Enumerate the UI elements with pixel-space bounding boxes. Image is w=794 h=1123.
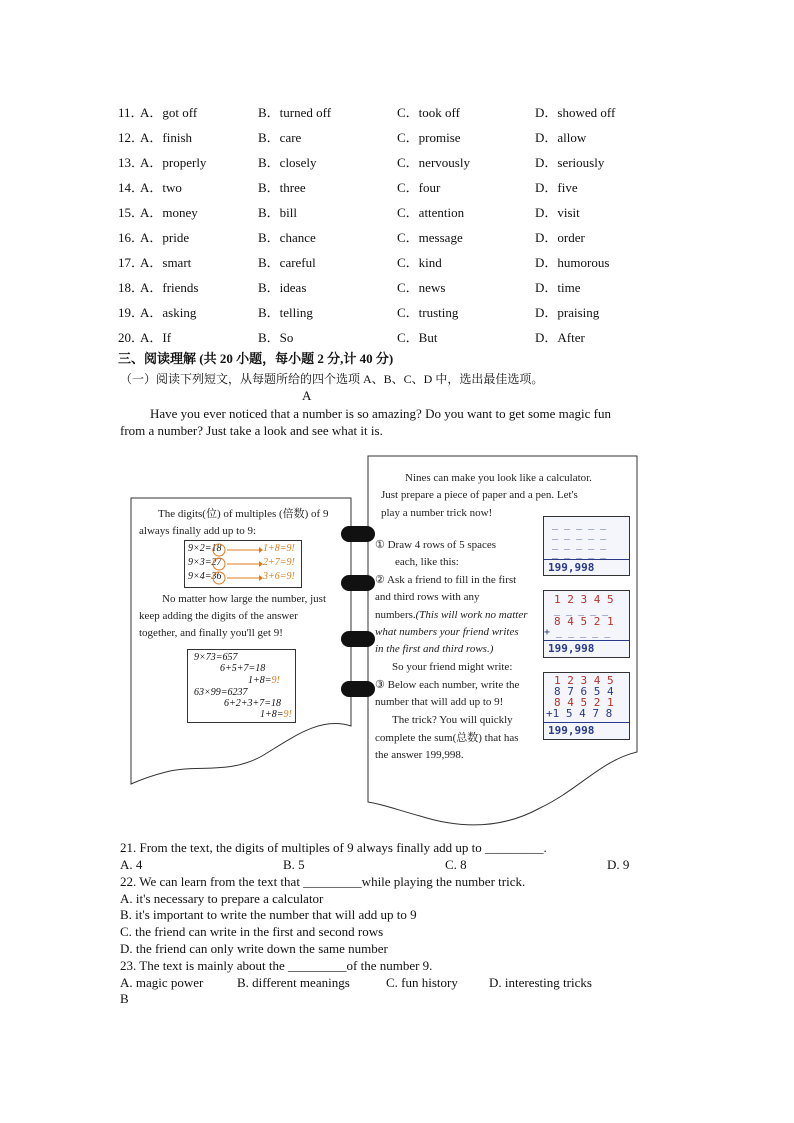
option-b: B．telling — [258, 305, 313, 320]
option-c: C．four — [397, 180, 441, 195]
step-2-note-b: what numbers your friend writes — [375, 626, 519, 638]
box-2-row-4: + _ _ _ _ _ — [544, 627, 611, 638]
option-d: D．showed off — [535, 105, 616, 120]
box-2-row-1: 1 2 3 4 5 — [554, 593, 614, 606]
option-d: D．time — [535, 280, 581, 295]
intro-line-2: from a number? Just take a look and see what it is. — [120, 423, 383, 438]
q23-option-c: C. fun history — [386, 975, 458, 990]
option-c: C．message — [397, 230, 463, 245]
option-a: A．If — [140, 330, 172, 345]
math-line-2: 6+5+7=18 — [220, 663, 266, 674]
equation-1: 9×2=18 — [188, 543, 222, 554]
equation-2: 9×3=27 — [188, 557, 222, 568]
step-2-note-a: (This will work no matter — [415, 609, 528, 621]
option-num: 14． — [118, 180, 145, 195]
option-c: C．But — [397, 330, 438, 345]
option-c: C．news — [397, 280, 446, 295]
box-2-row-2: _ _ _ _ _ — [554, 605, 609, 616]
option-a: A．pride — [140, 230, 190, 245]
option-a: A．asking — [140, 305, 197, 320]
option-a: A．money — [140, 205, 198, 220]
step-2-line-c — [375, 607, 527, 624]
result-2: 2+7=9! — [263, 557, 295, 568]
step-2-numbers: numbers. — [375, 609, 416, 621]
option-num: 15． — [118, 205, 145, 220]
q23-option-b: B. different meanings — [237, 975, 350, 990]
math-line-5: 6+2+3+7=18 — [224, 698, 281, 709]
blank-rows-box — [543, 516, 630, 576]
q21-option-d: D. 9 — [607, 857, 630, 872]
option-num: 13． — [118, 155, 145, 170]
sum-line — [544, 722, 629, 723]
box-3-row-3: 8 4 5 2 1 — [554, 696, 614, 709]
math-line-6-text: 1+8= — [260, 709, 284, 720]
box-3-row-4: +1 5 4 7 8 — [546, 707, 613, 720]
left-text-l1: The digits(位) of multiples (倍数) of 9 — [158, 508, 329, 520]
q21-option-b: B. 5 — [283, 857, 305, 872]
part-instruction: （一）阅读下列短文，从每题所给的四个选项 A、B、C、D 中，选出最佳选项。 — [120, 372, 544, 386]
option-a: A．got off — [140, 105, 198, 120]
section-title: 三、阅读理解 (共 20 小题，每小题 2 分,计 40 分) — [118, 351, 394, 366]
step-2-note-c: in the first and third rows.) — [375, 643, 494, 655]
option-b: B．bill — [258, 205, 298, 220]
blank-row: _ _ _ _ _ — [552, 529, 607, 540]
large-number-box — [187, 649, 296, 723]
multiples-box — [184, 540, 302, 588]
math-line-1: 9×73=657 — [194, 652, 238, 663]
option-a: A．two — [140, 180, 182, 195]
option-num: 11． — [118, 105, 144, 120]
option-b: B．care — [258, 130, 302, 145]
step-2-line-g: So your friend might write: — [392, 661, 513, 673]
friend-rows-box — [543, 590, 630, 658]
sum-line — [544, 559, 629, 560]
option-a: A．smart — [140, 255, 192, 270]
option-b: B．three — [258, 180, 306, 195]
option-c: C．took off — [397, 105, 460, 120]
q22-option-d: D. the friend can only write down the same number — [120, 941, 388, 956]
passage-label: A — [302, 388, 312, 403]
box-3-row-1: 1 2 3 4 5 — [554, 674, 614, 687]
math-line-4: 63×99=6237 — [194, 687, 248, 698]
completed-sum-box — [543, 672, 630, 740]
option-c: C．promise — [397, 130, 461, 145]
q22-option-a: A. it's necessary to prepare a calculator — [120, 891, 324, 906]
option-b: B．careful — [258, 255, 316, 270]
box-3-sum: 199,998 — [548, 724, 595, 737]
option-b: B．ideas — [258, 280, 307, 295]
passage-b-label: B — [120, 991, 129, 1006]
option-num: 20． — [118, 330, 145, 345]
option-b: B．turned off — [258, 105, 332, 120]
option-c: C．trusting — [397, 305, 459, 320]
step-1-line-b: each, like this: — [395, 556, 459, 568]
intro-line-1: Have you ever noticed that a number is so amazing? Do you want to get some magic fun — [150, 406, 612, 421]
right-text-t1: Nines can make you look like a calculator. — [405, 472, 592, 484]
option-num: 12． — [118, 130, 145, 145]
option-d: D．humorous — [535, 255, 610, 270]
option-c: C．nervously — [397, 155, 470, 170]
option-c: C．attention — [397, 205, 465, 220]
question-23: 23. The text is mainly about the _________of the number 9. — [120, 958, 433, 973]
option-a: A．finish — [140, 130, 193, 145]
equation-3: 9×4=36 — [188, 571, 222, 582]
step-3-line-c: The trick? You will quickly — [392, 714, 513, 726]
right-text-t3: play a number trick now! — [381, 507, 493, 519]
q22-option-c: C. the friend can write in the first and second rows — [120, 924, 384, 939]
question-21: 21. From the text, the digits of multiples of 9 always finally add up to _________. — [120, 840, 547, 855]
result-1: 1+8=9! — [263, 543, 295, 554]
q23-option-a: A. magic power — [120, 975, 204, 990]
option-num: 18． — [118, 280, 145, 295]
q21-option-c: C. 8 — [445, 857, 467, 872]
box-2-sum: 199,998 — [548, 642, 595, 655]
box-1-sum: 199,998 — [548, 561, 595, 574]
option-a: A．friends — [140, 280, 199, 295]
step-2-line-b: and third rows with any — [375, 591, 480, 603]
step-3-line-b: number that will add up to 9! — [375, 696, 504, 708]
step-1-line-a: ① Draw 4 rows of 5 spaces — [375, 539, 497, 551]
option-d: D．allow — [535, 130, 587, 145]
math-line-3 — [248, 675, 280, 686]
box-2-row-3: 8 4 5 2 1 — [554, 615, 614, 628]
option-b: B．So — [258, 330, 294, 345]
option-c: C．kind — [397, 255, 442, 270]
option-d: D．After — [535, 330, 585, 345]
blank-row: _ _ _ _ _ — [552, 548, 607, 559]
left-text-l2: always finally add up to 9: — [139, 525, 257, 537]
math-line-3-text: 1+8= — [248, 675, 272, 686]
right-text-t2: Just prepare a piece of paper and a pen. Let's — [381, 489, 578, 501]
option-num: 16． — [118, 230, 145, 245]
blank-row: _ _ _ _ _ — [552, 519, 607, 530]
step-3-line-a: ③ Below each number, write the — [375, 679, 520, 691]
arrow-icons — [185, 541, 301, 587]
left-para-1: No matter how large the number, just — [162, 593, 327, 605]
option-d: D．seriously — [535, 155, 605, 170]
option-b: B．closely — [258, 155, 317, 170]
option-d: D．praising — [535, 305, 600, 320]
step-2-line-a: ② Ask a friend to fill in the first — [375, 574, 517, 586]
box-3-row-2: 8 7 6 5 4 — [554, 685, 614, 698]
q23-option-d: D. interesting tricks — [489, 975, 592, 990]
step-3-line-d: complete the sum(总数) that has — [375, 732, 519, 744]
option-b: B．chance — [258, 230, 316, 245]
math-line-6-result: 9! — [283, 709, 292, 720]
math-line-3-result: 9! — [271, 675, 280, 686]
result-3: 3+6=9! — [263, 571, 295, 582]
step-3-line-e: the answer 199,998. — [375, 749, 464, 761]
q21-option-a: A. 4 — [120, 857, 143, 872]
option-num: 17． — [118, 255, 145, 270]
option-a: A．properly — [140, 155, 207, 170]
q22-option-b: B. it's important to write the number that will add up to 9 — [120, 907, 417, 922]
option-num: 19． — [118, 305, 145, 320]
option-d: D．visit — [535, 205, 580, 220]
option-d: D．order — [535, 230, 585, 245]
math-line-6 — [260, 709, 292, 720]
option-d: D．five — [535, 180, 578, 195]
sum-line — [544, 640, 629, 641]
left-para-3: together, and finally you'll get 9! — [139, 627, 283, 639]
blank-row: _ _ _ _ _ — [552, 539, 607, 550]
question-22: 22. We can learn from the text that _________while playing the number trick. — [120, 874, 526, 889]
left-para-2: keep adding the digits of the answer — [139, 610, 298, 622]
